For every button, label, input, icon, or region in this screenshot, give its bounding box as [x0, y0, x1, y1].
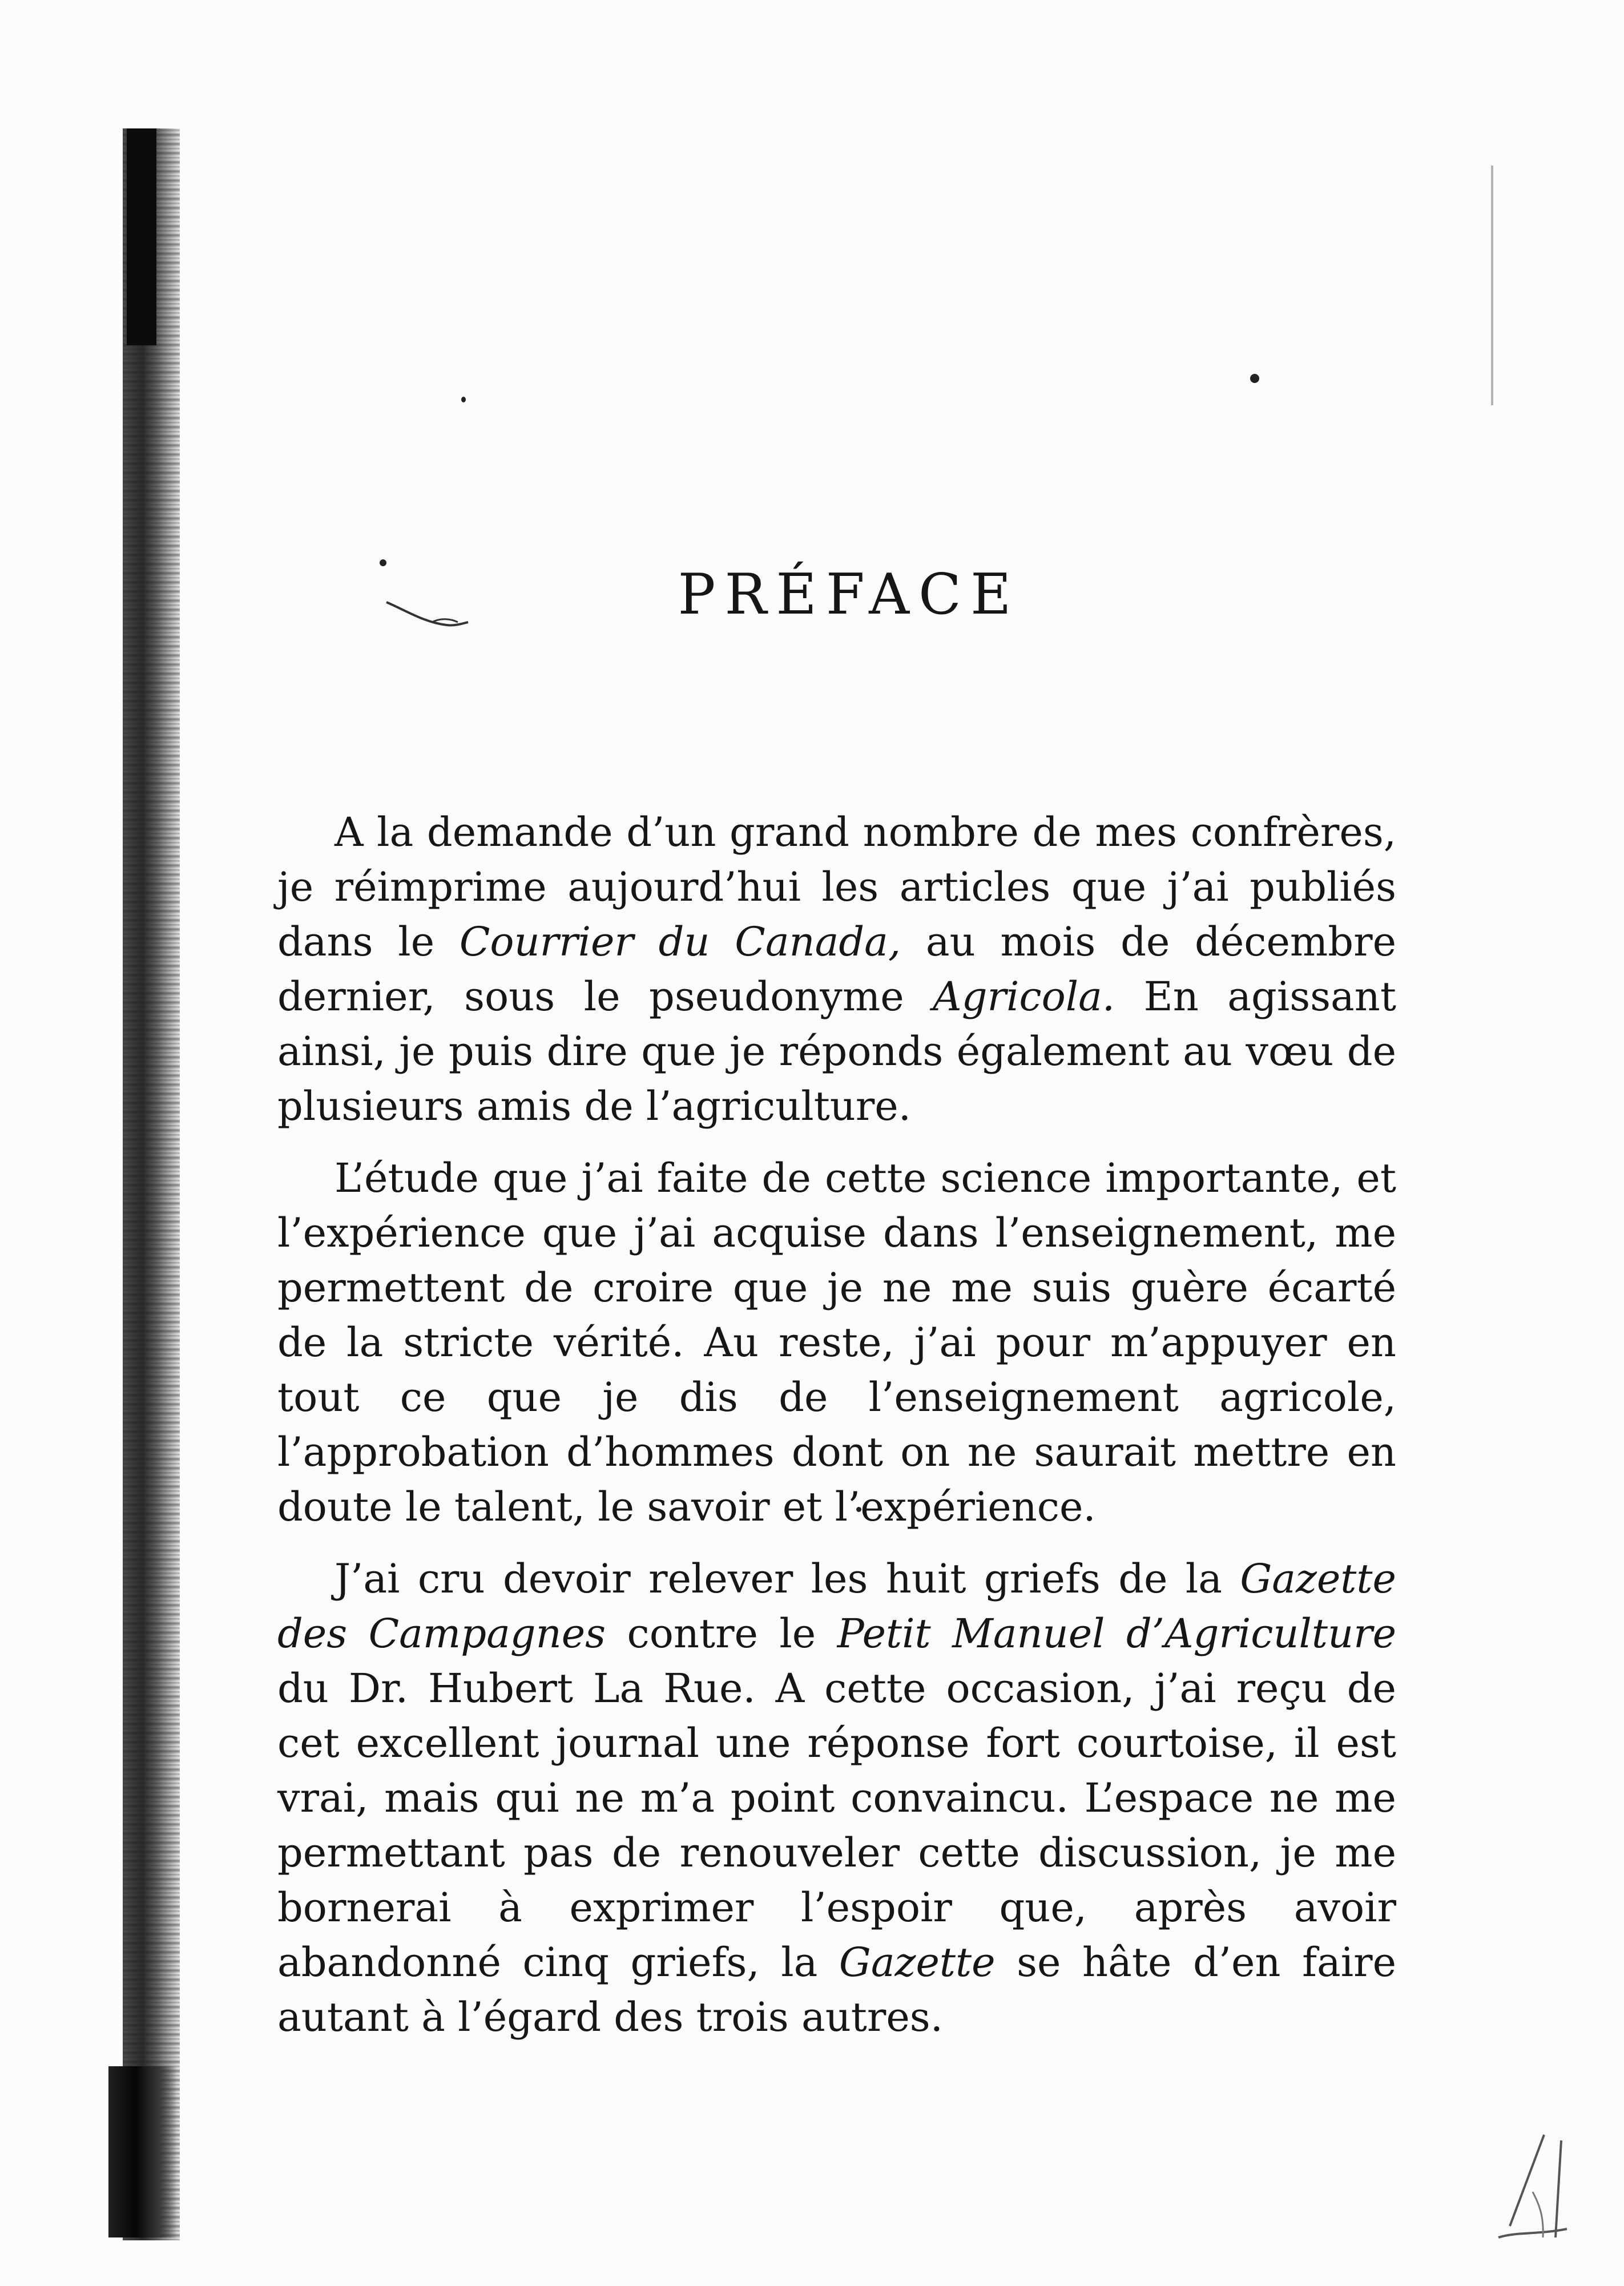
margin-pencil-mark — [1476, 2123, 1584, 2255]
text-segment: contre le — [606, 1610, 837, 1657]
text-segment: J’ai cru devoir relever les huit griefs de la — [335, 1555, 1240, 1602]
italic-text-segment: Petit Manuel d’Agriculture — [837, 1610, 1397, 1657]
binding-edge-shadow — [123, 128, 180, 2240]
preface-paragraph — [277, 805, 1396, 1134]
title-ornament-swash — [384, 594, 469, 634]
page-edge-line — [1491, 166, 1493, 405]
text-segment: au mois de décembre dernier, sous le pseudonyme — [277, 918, 1396, 1020]
italic-text-segment: Courrier du Canada, — [459, 918, 901, 965]
text-segment: A la demande d’un grand nombre de mes confrères, je réimprime aujourd’hui les articles que j’ai publiés dans le — [277, 809, 1396, 965]
text-segment: L’étude que j’ai faite de cette science importante, et l’expérience que j’ai acquise dans l’enseignement, me permettent de croire que je ne me suis guère écarté de la stricte vérité. Au reste, j’ai pour m’appuyer en tout ce que je dis de l’enseignement agricole, l’approbation d’hommes dont on ne saurait mettre en doute le talent, le savoir et l’expérience. — [277, 1155, 1396, 1530]
preface-paragraph — [277, 1551, 1396, 2045]
preface-paragraph — [277, 1151, 1396, 1534]
italic-text-segment: Gazette — [839, 1939, 996, 1986]
binding-edge-dark-top — [127, 128, 156, 345]
ink-speck — [1250, 374, 1259, 383]
italic-text-segment: Gazette des Campagnes — [277, 1555, 1396, 1657]
preface-body — [277, 805, 1396, 2062]
italic-text-segment: Agricola. — [933, 973, 1115, 1020]
text-segment: du Dr. Hubert La Rue. A cette occasion, j’ai reçu de cet excellent journal une réponse fort courtoise, il est vrai, mais qui ne m’a point convaincu. L’espace ne me permettant pas de renouveler cette discussion, je me bornerai à exprimer l’espoir que, après avoir abandonné cinq griefs, la — [277, 1665, 1396, 1986]
binding-edge-dark-bottom — [108, 2066, 177, 2237]
text-segment: En agissant ainsi, je puis dire que je réponds également au vœu de plusieurs amis de l’agriculture. — [277, 973, 1397, 1130]
page-title: PRÉFACE — [678, 562, 1021, 627]
ink-speck — [461, 397, 466, 402]
text-segment: se hâte d’en faire autant à l’égard des trois autres. — [277, 1939, 1396, 2041]
